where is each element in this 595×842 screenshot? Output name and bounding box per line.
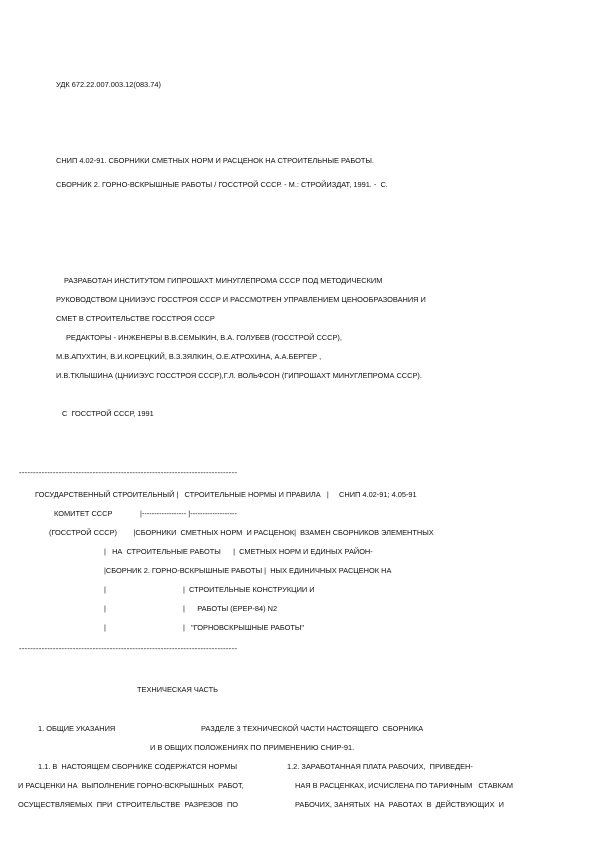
developers-line-2: РУКОВОДСТВОМ ЦНИИЭУС ГОССТРОЯ СССР И РАССМОТРЕН УПРАВЛЕНИЕМ ЦЕНООБРАЗОВАНИЯ И bbox=[56, 295, 426, 304]
developers-line-6: И.В.ТКЛЫШИНА (ЦНИИЭУС ГОССТРОЯ СССР),Г.Л. ВОЛЬФСОН (ГИПРОШАХТ МИНУГЛЕПРОМА СССР). bbox=[56, 371, 422, 380]
section-title: ТЕХНИЧЕСКАЯ ЧАСТЬ bbox=[137, 685, 218, 694]
body-right-line-5: РАБОЧИХ, ЗАНЯТЫХ НА РАБОТАХ В ДЕЙСТВУЮЩИХ И bbox=[295, 800, 504, 809]
table-row-8-pipe: | bbox=[104, 623, 106, 632]
table-rule-top: ----------------------------------------------------------------------------- bbox=[18, 470, 237, 478]
developers-line-3: СМЕТ В СТРОИТЕЛЬСТВЕ ГОССТРОЯ СССР bbox=[56, 314, 215, 323]
table-row-5: |СБОРНИК 2. ГОРНО-ВСКРЫШНЫЕ РАБОТЫ | НЫХ ЕДИНИЧНЫХ РАСЦЕНОК НА bbox=[104, 566, 392, 575]
table-row-4: | НА СТРОИТЕЛЬНЫЕ РАБОТЫ | СМЕТНЫХ НОРМ И ЕДИНЫХ РАЙОН- bbox=[104, 547, 373, 556]
table-row-8-right: | "ГОРНОВСКРЫШНЫЕ РАБОТЫ" bbox=[183, 623, 305, 632]
table-rule-bottom: ----------------------------------------------------------------------------- bbox=[18, 646, 237, 654]
general-heading: 1. ОБЩИЕ УКАЗАНИЯ bbox=[38, 724, 116, 733]
developers-line-5: М.В.АПУХТИН, В.И.КОРЕЦКИЙ, В.З.ЗЯЛКИН, О.Е.АТРОХИНА, А.А.БЕРГЕР , bbox=[56, 352, 322, 361]
table-row-7-pipe: | bbox=[104, 604, 106, 613]
developers-line-1: РАЗРАБОТАН ИНСТИТУТОМ ГИПРОШАХТ МИНУГЛЕПРОМА СССР ПОД МЕТОДИЧЕСКИМ bbox=[64, 276, 383, 285]
udk-code: УДК 672.22.007.003.12(083.74) bbox=[56, 80, 161, 89]
copyright: С ГОССТРОЙ СССР, 1991 bbox=[62, 409, 154, 418]
biblio-line-2: СБОРНИК 2. ГОРНО-ВСКРЫШНЫЕ РАБОТЫ / ГОССТРОЙ СССР. - М.: СТРОЙИЗДАТ, 1991. - С. bbox=[56, 180, 388, 189]
body-right-line-4: НАЯ В РАСЦЕНКАХ, ИСЧИСЛЕНА ПО ТАРИФНЫМ СТАВКАМ bbox=[295, 781, 513, 790]
body-right-line-3: 1.2. ЗАРАБОТАННАЯ ПЛАТА РАБОЧИХ, ПРИВЕДЕН- bbox=[287, 762, 473, 771]
table-row-1: ГОСУДАРСТВЕННЫЙ СТРОИТЕЛЬНЫЙ | СТРОИТЕЛЬНЫЕ НОРМЫ И ПРАВИЛА | СНИП 4.02-91; 4.05-91 bbox=[35, 490, 417, 499]
body-right-line-2: И В ОБЩИХ ПОЛОЖЕНИЯХ ПО ПРИМЕНЕНИЮ СНИР-91. bbox=[150, 743, 355, 752]
body-right-line-1: РАЗДЕЛЕ 3 ТЕХНИЧЕСКОЙ ЧАСТИ НАСТОЯЩЕГО СБОРНИКА bbox=[201, 724, 424, 733]
biblio-line-1: СНИП 4.02-91. СБОРНИКИ СМЕТНЫХ НОРМ И РАСЦЕНОК НА СТРОИТЕЛЬНЫЕ РАБОТЫ. bbox=[56, 156, 374, 165]
body-left-line-2: И РАСЦЕНКИ НА ВЫПОЛНЕНИЕ ГОРНО-ВСКРЫШНЫХ РАБОТ, bbox=[18, 781, 244, 790]
table-row-3: (ГОССТРОЙ СССР) |СБОРНИКИ СМЕТНЫХ НОРМ И РАСЦЕНОК| ВЗАМЕН СБОРНИКОВ ЭЛЕМЕНТНЫХ bbox=[49, 528, 434, 537]
table-row-6-right: | СТРОИТЕЛЬНЫЕ КОНСТРУКЦИИ И bbox=[183, 585, 315, 594]
developers-line-4: РЕДАКТОРЫ - ИНЖЕНЕРЫ В.В.СЕМЫКИН, В.А. ГОЛУБЕВ (ГОССТРОЙ СССР), bbox=[66, 333, 342, 342]
table-row-2-right: |------------------ |------------------- bbox=[140, 509, 237, 518]
body-left-line-3: ОСУЩЕСТВЛЯЕМЫХ ПРИ СТРОИТЕЛЬСТВЕ РАЗРЕЗОВ ПО bbox=[18, 800, 239, 809]
table-row-6-pipe: | bbox=[104, 585, 106, 594]
table-row-2-left: КОМИТЕТ СССР bbox=[54, 509, 113, 518]
body-left-line-1: 1.1. В НАСТОЯЩЕМ СБОРНИКЕ СОДЕРЖАТСЯ НОРМЫ bbox=[38, 762, 238, 771]
table-row-7-right: | РАБОТЫ (ЕРЕР-84) N2 bbox=[183, 604, 278, 613]
